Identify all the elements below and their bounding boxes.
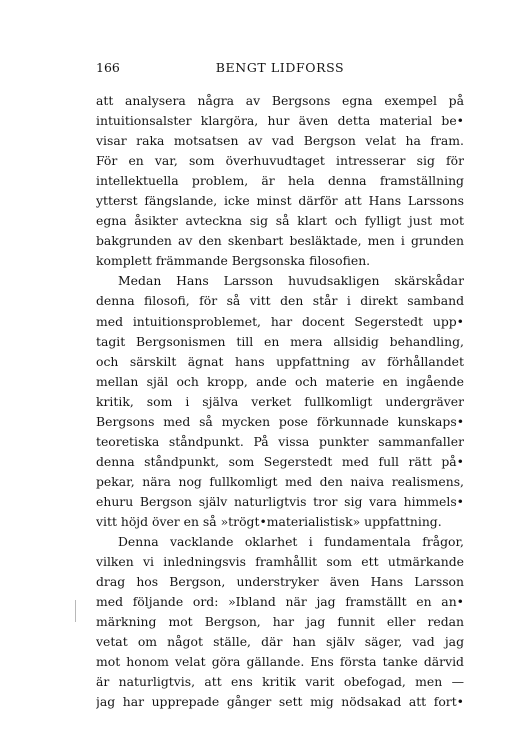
text-line: tagit Bergsonismen till en mera allsidig behandling, bbox=[96, 333, 464, 349]
text-line: intuitionsalster klargöra, hur även detta material be• bbox=[96, 113, 464, 129]
text-line: Bergsons med så mycken pose förkunnade kunskaps• bbox=[96, 413, 464, 429]
body-text bbox=[96, 91, 464, 712]
text-line: är naturligtvis, att ens kritik varit obefogad, men — bbox=[96, 674, 464, 690]
text-line: att analysera några av Bergsons egna exempel på bbox=[96, 93, 464, 108]
text-line: teoretiska ståndpunkt. På vissa punkter sammanfaller bbox=[96, 433, 464, 449]
text-line: egna åsikter avteckna sig så klart och fylligt just mot bbox=[96, 213, 464, 229]
text-line: denna filosofi, för så vitt den står i direkt samband bbox=[96, 293, 464, 309]
text-line: kritik, som i själva verket fullkomligt undergräver bbox=[96, 393, 464, 409]
text-line: med följande ord: »Ibland när jag framställt en an• bbox=[96, 594, 464, 610]
text-line: och särskilt ägnat hans uppfattning av förhållandet bbox=[96, 353, 464, 369]
text-line: jag har upprepade gånger sett mig nödsakad att fort• bbox=[96, 694, 464, 710]
text-line: denna ståndpunkt, som Segerstedt med full rätt på• bbox=[96, 453, 464, 469]
text-line: bakgrunden av den skenbart besläktade, men i grunden bbox=[96, 233, 464, 249]
text-line: Medan Hans Larsson huvudsakligen skärskådar bbox=[118, 273, 464, 289]
text-line: vitt höjd över en så »trögt•materialistisk» uppfattning. bbox=[96, 513, 442, 529]
text-line: vilken vi inledningsvis framhållit som ett utmärkande bbox=[96, 554, 464, 570]
text-line: med intuitionsproblemet, har docent Segerstedt upp• bbox=[96, 313, 464, 329]
text-line: intellektuella problem, är hela denna framställning bbox=[96, 173, 464, 189]
page-number: 166 bbox=[96, 60, 120, 75]
text-line: pekar, nära nog fullkomligt med den naiva realismens, bbox=[96, 473, 464, 489]
text-line: vetat om något ställe, där han själv säger, vad jag bbox=[96, 634, 464, 650]
text-line: komplett främmande Bergsonska filosofien. bbox=[96, 253, 371, 269]
text-line: drag hos Bergson, understryker även Hans Larsson bbox=[96, 574, 464, 590]
text-line: mot honom velat göra gällande. Ens första tanke därvid bbox=[96, 654, 464, 670]
text-line: visar raka motsatsen av vad Bergson velat ha fram. bbox=[96, 133, 464, 149]
running-head: BENGT LIDFORSS bbox=[215, 60, 345, 75]
text-line: mellan själ och kropp, ande och materie en ingående bbox=[96, 373, 464, 389]
text-line: Denna vacklande oklarhet i fundamentala frågor, bbox=[118, 534, 464, 550]
text-line: märkning mot Bergson, har jag funnit eller redan bbox=[96, 614, 464, 630]
text-line: ytterst fängslande, icke minst därför att Hans Larssons bbox=[96, 193, 464, 209]
margin-pencil-mark bbox=[75, 600, 76, 622]
text-line: ehuru Bergson själv naturligtvis tror sig vara himmels• bbox=[96, 493, 464, 509]
text-line: För en var, som överhuvudtaget intresserar sig för bbox=[96, 153, 464, 169]
page-header bbox=[96, 60, 464, 80]
